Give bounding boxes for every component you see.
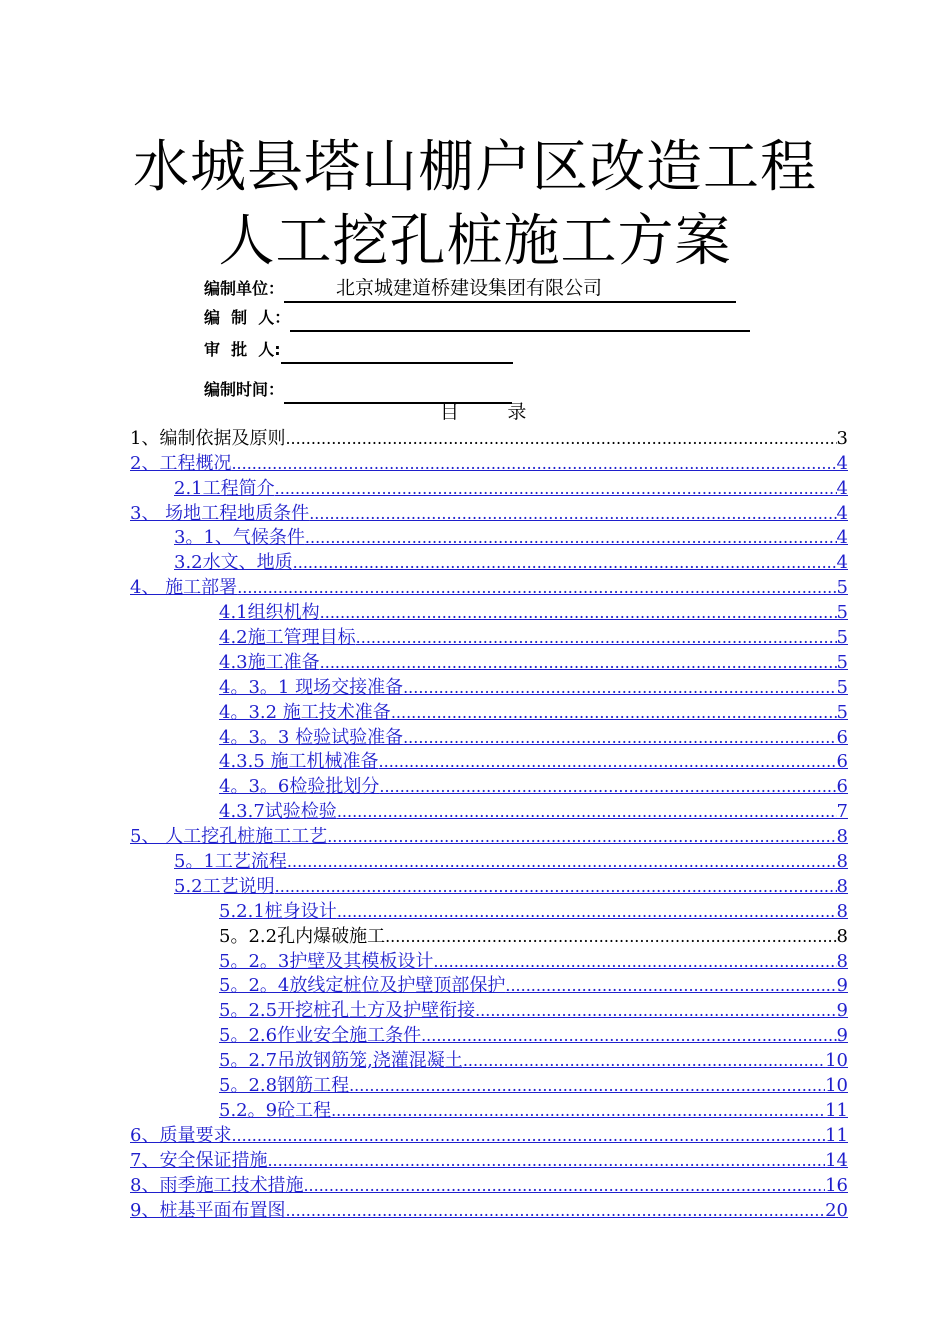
toc-entry-page: 11	[825, 1124, 848, 1146]
toc-entry-page: 16	[825, 1174, 848, 1196]
document-title-line-1: 水城县塔山棚户区改造工程	[133, 135, 817, 200]
toc-entry[interactable]	[130, 948, 848, 973]
field-compiling-unit-value: 北京城建道桥建设集团有限公司	[284, 277, 736, 303]
toc-entry-page: 5	[836, 602, 848, 624]
toc-entry-title: 4.3.5 施工机械准备	[219, 751, 379, 773]
toc-leader-dots	[275, 478, 837, 500]
field-editor	[204, 300, 750, 332]
toc-entry[interactable]	[130, 798, 848, 823]
toc-entry[interactable]	[130, 1047, 848, 1072]
toc-entry	[130, 425, 848, 450]
table-of-contents	[130, 425, 848, 1222]
toc-entry-page: 6	[836, 726, 848, 748]
toc-leader-dots	[331, 1100, 825, 1122]
toc-entry[interactable]	[130, 1072, 848, 1097]
toc-entry-page: 10	[825, 1075, 848, 1097]
toc-entry-title: 5.2。9砼工程	[219, 1099, 332, 1121]
toc-entry-page: 5	[836, 651, 848, 673]
toc-entry[interactable]	[130, 674, 848, 699]
toc-entry[interactable]	[130, 1022, 848, 1047]
toc-entry-page: 20	[825, 1199, 848, 1221]
toc-entry-page: 4	[836, 502, 848, 524]
toc-entry[interactable]	[130, 773, 848, 798]
toc-entry-title: 4.3.7试验检验	[219, 801, 337, 823]
toc-entry-page: 11	[825, 1099, 848, 1121]
toc-entry-page: 4	[836, 452, 848, 474]
toc-leader-dots	[231, 1125, 825, 1147]
toc-entry[interactable]	[130, 549, 848, 574]
toc-entry-title: 4。3。3 检验试验准备	[219, 726, 404, 748]
toc-entry[interactable]	[130, 525, 848, 550]
field-reviewer-value	[281, 338, 513, 364]
toc-leader-dots	[327, 826, 836, 848]
toc-entry-title: 5.2.1桩身设计	[219, 900, 337, 922]
toc-entry-page: 5	[836, 701, 848, 723]
toc-entry-page: 8	[836, 925, 848, 947]
toc-entry[interactable]	[130, 699, 848, 724]
toc-entry-title: 1、编制依据及原则	[130, 427, 286, 449]
field-editor-value	[290, 306, 750, 332]
toc-entry-title: 4、 施工部署	[130, 577, 238, 599]
toc-entry-title: 5。2。3护壁及其模板设计	[219, 950, 434, 972]
toc-entry[interactable]	[130, 1197, 848, 1222]
toc-entry-page: 10	[825, 1050, 848, 1072]
toc-leader-dots	[320, 602, 837, 624]
toc-leader-dots	[403, 677, 836, 699]
toc-leader-dots	[231, 453, 836, 475]
toc-entry[interactable]	[130, 574, 848, 599]
toc-leader-dots	[379, 776, 836, 798]
toc-entry-page: 8	[836, 826, 848, 848]
toc-entry[interactable]	[130, 1097, 848, 1122]
toc-entry-page: 8	[836, 875, 848, 897]
toc-entry-title: 4。3。6检验批划分	[219, 776, 380, 798]
toc-leader-dots	[237, 577, 836, 599]
toc-leader-dots	[349, 1075, 825, 1097]
toc-entry[interactable]	[130, 749, 848, 774]
toc-entry-page: 9	[836, 975, 848, 997]
toc-leader-dots	[285, 428, 836, 450]
toc-leader-dots	[303, 1175, 825, 1197]
toc-entry-title: 5。2.5开挖桩孔土方及护壁衔接	[219, 1000, 476, 1022]
field-compiling-unit	[204, 271, 736, 303]
toc-leader-dots	[421, 1025, 836, 1047]
toc-leader-dots	[356, 627, 837, 649]
toc-entry-title: 3.2水文、地质	[174, 552, 293, 574]
toc-entry-title: 5.2工艺说明	[174, 875, 275, 897]
toc-entry[interactable]	[130, 973, 848, 998]
toc-entry-title: 5、 人工挖孔桩施工工艺	[130, 826, 328, 848]
toc-entry-title: 4.3施工准备	[219, 651, 320, 673]
toc-entry-page: 4	[836, 477, 848, 499]
toc-entry-title: 6、质量要求	[130, 1124, 232, 1146]
toc-leader-dots	[385, 926, 836, 948]
toc-entry-title: 4。3。1 现场交接准备	[219, 676, 404, 698]
toc-entry-title: 2、工程概况	[130, 452, 232, 474]
toc-entry[interactable]	[130, 1172, 848, 1197]
toc-entry-page: 5	[836, 577, 848, 599]
toc-entry-title: 4.1组织机构	[219, 602, 320, 624]
document-title-line-2: 人工挖孔桩施工方案	[218, 209, 732, 274]
toc-entry-page: 4	[836, 552, 848, 574]
toc-leader-dots	[403, 727, 836, 749]
field-editor-label: 编 制 人：	[204, 308, 291, 327]
toc-entry[interactable]	[130, 450, 848, 475]
toc-leader-dots	[320, 652, 837, 674]
toc-leader-dots	[433, 951, 836, 973]
toc-leader-dots	[475, 1000, 836, 1022]
toc-leader-dots	[309, 503, 836, 525]
toc-entry-title: 3。1、气候条件	[174, 527, 305, 549]
toc-leader-dots	[505, 975, 836, 997]
toc-entry-page: 14	[825, 1149, 848, 1171]
toc-entry-page: 3	[836, 427, 848, 449]
field-reviewer-label: 审 批 人:	[204, 340, 281, 359]
field-compile-time-label: 编制时间：	[204, 380, 285, 399]
toc-heading: 目 录	[440, 401, 527, 423]
toc-entry-title: 5。2.6作业安全施工条件	[219, 1025, 422, 1047]
toc-entry-page: 9	[836, 1000, 848, 1022]
toc-entry-page: 8	[836, 950, 848, 972]
toc-entry-title: 4.2施工管理目标	[219, 627, 356, 649]
toc-entry[interactable]	[130, 599, 848, 624]
toc-leader-dots	[287, 851, 837, 873]
toc-leader-dots	[285, 1200, 825, 1222]
toc-entry	[130, 923, 848, 948]
toc-entry[interactable]	[130, 898, 848, 923]
field-reviewer	[204, 332, 513, 364]
toc-entry-title: 7、安全保证措施	[130, 1149, 268, 1171]
toc-entry-title: 2.1工程简介	[174, 477, 275, 499]
toc-entry-page: 6	[836, 751, 848, 773]
toc-entry[interactable]	[130, 475, 848, 500]
toc-leader-dots	[379, 751, 837, 773]
toc-entry[interactable]	[130, 724, 848, 749]
toc-entry-page: 8	[836, 851, 848, 873]
toc-entry-page: 9	[836, 1025, 848, 1047]
toc-leader-dots	[267, 1150, 825, 1172]
toc-entry[interactable]	[130, 873, 848, 898]
toc-entry-page: 5	[836, 627, 848, 649]
toc-leader-dots	[391, 702, 837, 724]
toc-entry-title: 5。2.8钢筋工程	[219, 1075, 350, 1097]
toc-entry-title: 4。3.2 施工技术准备	[219, 701, 391, 723]
toc-leader-dots	[337, 801, 837, 823]
toc-leader-dots	[275, 876, 837, 898]
toc-entry[interactable]	[130, 997, 848, 1022]
field-compiling-unit-label: 编制单位：	[204, 279, 285, 298]
toc-entry[interactable]	[130, 1147, 848, 1172]
toc-entry-title: 5。2。4放线定桩位及护壁顶部保护	[219, 975, 506, 997]
toc-entry-title: 8、雨季施工技术措施	[130, 1174, 304, 1196]
toc-entry[interactable]	[130, 624, 848, 649]
toc-entry-title: 5。2.7吊放钢筋笼,浇灌混凝土	[219, 1050, 463, 1072]
toc-entry-title: 5。2.2孔内爆破施工	[219, 925, 386, 947]
toc-leader-dots	[293, 552, 837, 574]
toc-entry-page: 5	[836, 676, 848, 698]
toc-leader-dots	[337, 901, 837, 923]
toc-entry-page: 8	[836, 900, 848, 922]
toc-entry-title: 3、 场地工程地质条件	[130, 502, 310, 524]
toc-entry[interactable]	[130, 823, 848, 848]
toc-entry-page: 6	[836, 776, 848, 798]
toc-entry-title: 9、桩基平面布置图	[130, 1199, 286, 1221]
toc-entry[interactable]	[130, 848, 848, 873]
toc-leader-dots	[463, 1050, 825, 1072]
toc-entry-page: 4	[836, 527, 848, 549]
toc-entry[interactable]	[130, 649, 848, 674]
toc-entry[interactable]	[130, 500, 848, 525]
toc-entry-title: 5。1工艺流程	[174, 851, 287, 873]
toc-leader-dots	[305, 527, 837, 549]
toc-entry[interactable]	[130, 1122, 848, 1147]
toc-entry-page: 7	[836, 801, 848, 823]
